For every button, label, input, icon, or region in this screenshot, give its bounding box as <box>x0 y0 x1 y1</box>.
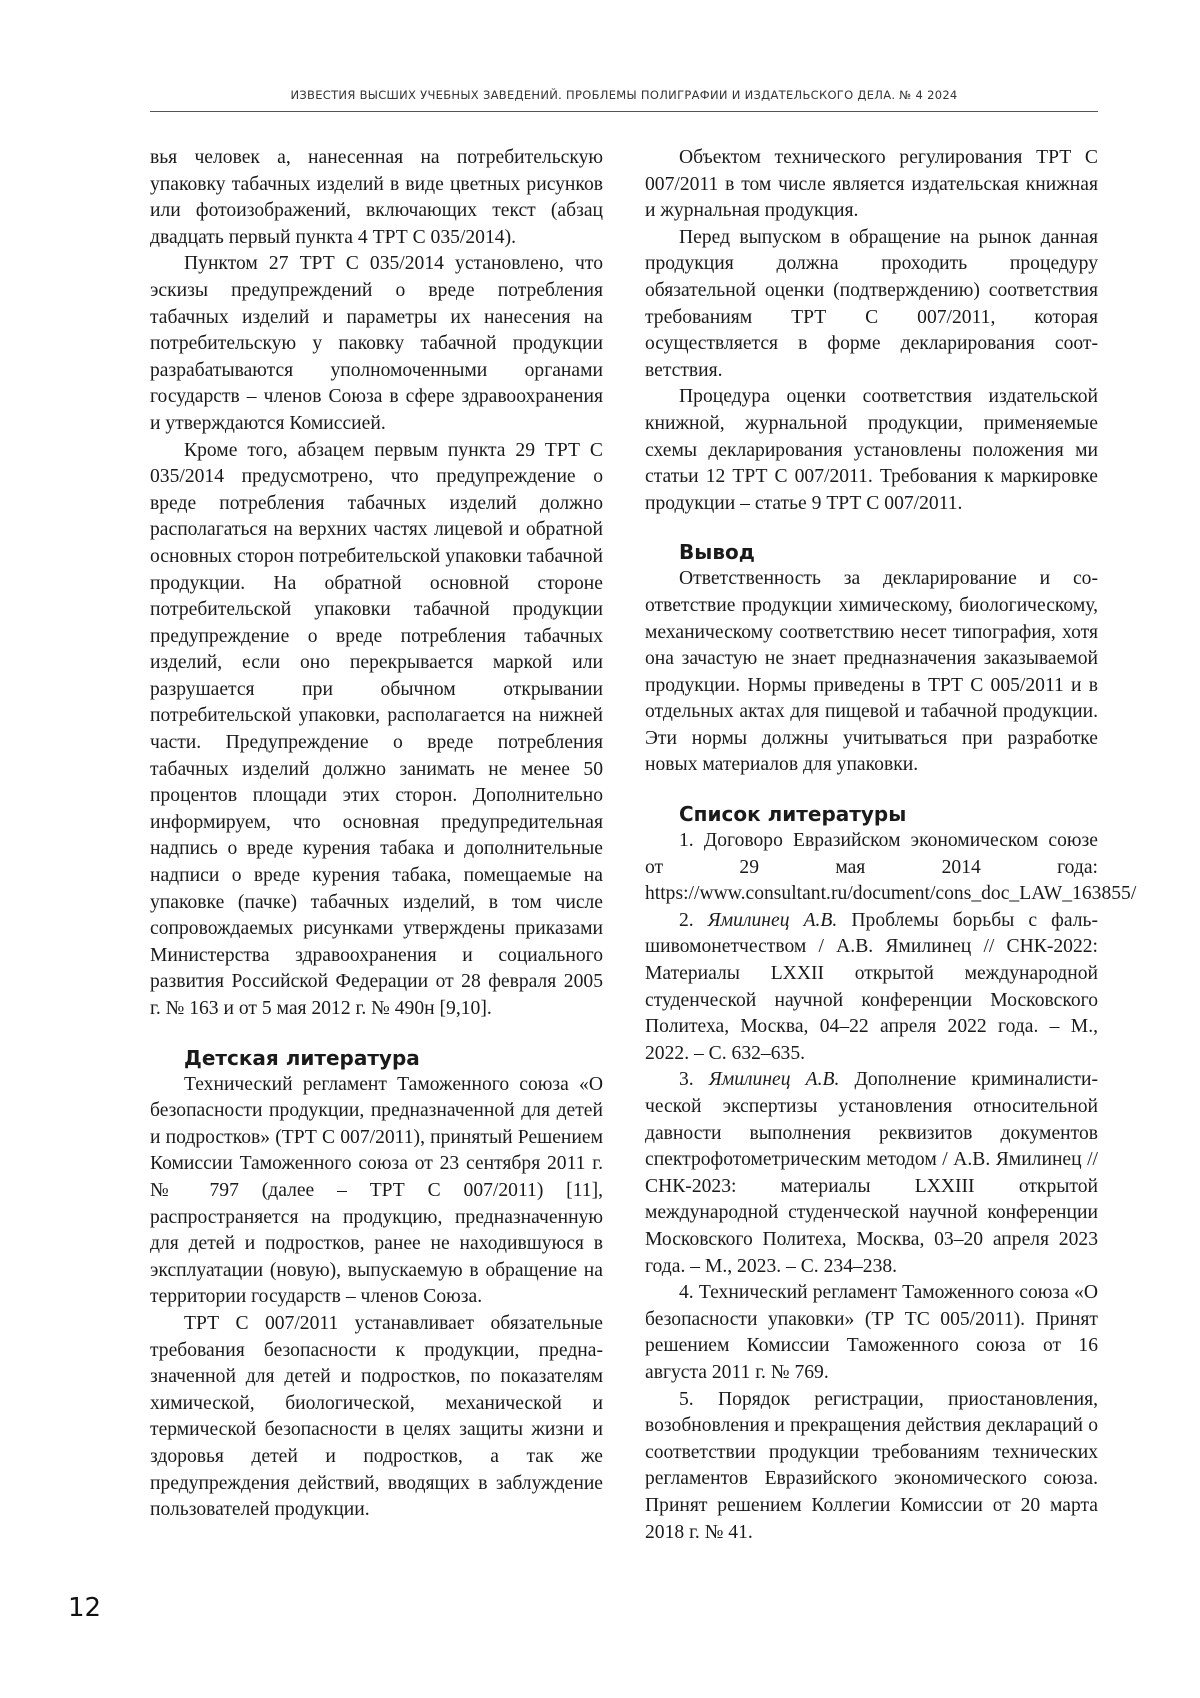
reference-item <box>645 908 1098 1068</box>
running-head: ИЗВЕСТИЯ ВЫСШИХ УЧЕБНЫХ ЗАВЕДЕНИЙ. ПРОБЛЕМЫ ПОЛИГРАФИИ И ИЗДАТЕЛЬСКОГО ДЕЛА. № 4 2024 <box>290 88 958 102</box>
paragraph: Объектом технического регулирования ТРТ С 007/2011 в том числе является издательская книжная и журнальная продукция. <box>645 147 1098 222</box>
paragraph: Ответственность за декларирование и соответствие продукции химическому, биологическому, механическому соответствию несет типография, хотя она зачастую не знает предназначения заказываемой продукции. Нормы приведены в ТРТ С 005/2011 и в отдельных актах для пищевой и табачной продукции. Эти нормы должны учитываться при разработке новых материалов для упаковки. <box>645 568 1098 776</box>
reference-text: Проблемы борьбы с фальшивомонетчеством / А.В. Ямилинец // СНК-2022: Материалы LXXII открытой международной студенческой научной конференции Московского Политеха, Москва, 04–22 апреля 2022 года. – М., 2022. – С. 632–635. <box>645 909 1098 1064</box>
paragraph: ТРТ С 007/2011 устанавливает обязательные требования безопасности к продукции, предназначенной для детей и подростков, по показателям химической, биологической, механической и термической безопасности в целях защиты жизни и здоровья детей и подростков, а так же предупреждения действий, вводящих в заблуждение пользователей продукции. <box>150 1312 603 1521</box>
reference-text: Дополнение криминалистической экспертизы установления относительной давности выполнения реквизитов документов спектрофотометрическим методом / А.В. Ямилинец // СНК-2023: материалы LXXIII открытой международной студенческой научной конференции Московского Политеха, Москва, 03–20 апреля 2023 года. – М., 2023. – С. 234–238. <box>645 1069 1098 1277</box>
paragraph: Пунктом 27 ТРТ С 035/2014 установлено, что эскизы предупреждений о вреде потребления табачных изделий и параметры их нанесения на потребительскую у паковку табачной продукции разрабатываются уполномоченными органами государств – членов Союза в сфере здравоохранения и утверждаются Комиссией. <box>150 253 603 434</box>
reference-number: 3. <box>679 1069 709 1091</box>
paragraph: Кроме того, абзацем первым пункта 29 ТРТ С 035/2014 предусмотрено, что предупреждение о вреде потребления табачных изделий должно располагаться на верхних частях лицевой и обратной основных сторон потребительской упаковки табачной продукции. На обратной основной стороне потребительской упаковки табачной продукции предупреждение о вреде потребления табачных изделий, если оно перекрывается маркой или разрушается при обычном открывании потребительской упаковки, располагается на нижней части. Предупреждение о вреде потребления табачных изделий должно занимать не менее 50 процентов площади этих сторон. Дополнительно информируем, что основная предупредительная надпись о вреде курения табака и дополнительные надписи о вреде курения табака, помещаемые на упаковке (пачке) табачных изделий, в том числе сопровождаемых рисунками утверждены приказами Министерства здравоохранения и социального развития Российской Федерации от 28 февраля 2005 г. № 163 и от 5 мая 2012 г. № 490н [9,10]. <box>150 439 603 1019</box>
section-heading-conclusion: Вывод <box>679 540 755 565</box>
reference-author: Ямилинец А.В. <box>707 909 838 931</box>
page-number: 12 <box>68 1593 102 1623</box>
reference-number: 2. <box>679 909 708 931</box>
reference-item: 4. Технический регламент Таможенного союза «О безопасности упаковки» (ТР ТС 005/2011). Принят решением Комиссии Таможенного союза от 16 августа 2011 г. № 769. <box>645 1282 1098 1383</box>
reference-item: 1. Договоро Евразийском экономическом союзе от 29 мая 2014 года: https://www.consultant.ru/document/cons_doc_LAW_163855/ <box>645 830 1137 905</box>
right-column <box>645 145 1137 1546</box>
paragraph: Перед выпуском в обращение на рынок данная продукция должна проходить процедуру обязательной оценки (подтверждению) соответствия требованиям ТРТ С 007/2011, которая осуществляется в форме декларирования соответствия. <box>645 226 1098 381</box>
header-rule <box>150 111 1098 112</box>
reference-item <box>645 1067 1098 1280</box>
section-heading-references: Список литературы <box>679 802 907 827</box>
paragraph: вья человек а, нанесенная на потребительскую упаковку табачных изделий в виде цветных рисунков или фотоизображений, включающих текст (абзац двадцать первый пункта 4 ТРТ С 035/2014). <box>150 147 603 248</box>
paragraph: Процедура оценки соответствия издательской книжной, журнальной продукции, применяемые схемы декларирования установлены положения ми статьи 12 ТРТ С 007/2011. Требования к маркировке продукции – статье 9 ТРТ С 007/2011. <box>645 386 1098 514</box>
reference-author: Ямилинец А.В. <box>708 1069 840 1091</box>
reference-item: 5. Порядок регистрации, приостановления, возобновления и прекращения действия деклараций о соответствии продукции требованиям технических регламентов Евразийского экономического союза. Принят решением Коллегии Комиссии от 20 марта 2018 г. № 41. <box>645 1388 1098 1543</box>
section-heading-children-literature: Детская литература <box>184 1045 420 1070</box>
left-column <box>150 145 603 1524</box>
paragraph: Технический регламент Таможенного союза «О безопасности продукции, предназначенной для детей и подростков» (ТРТ С 007/2011), принятый Решением Комиссии Таможенного союза от 23 сентября 2011 г. № 797 (далее – ТРТ С 007/2011) [11], распространяется на продукцию, предназначенную для детей и подростков, ранее не находившуюся в эксплуатации (новую), выпускаемую в обращение на территории государств – членов Союза. <box>150 1073 603 1308</box>
